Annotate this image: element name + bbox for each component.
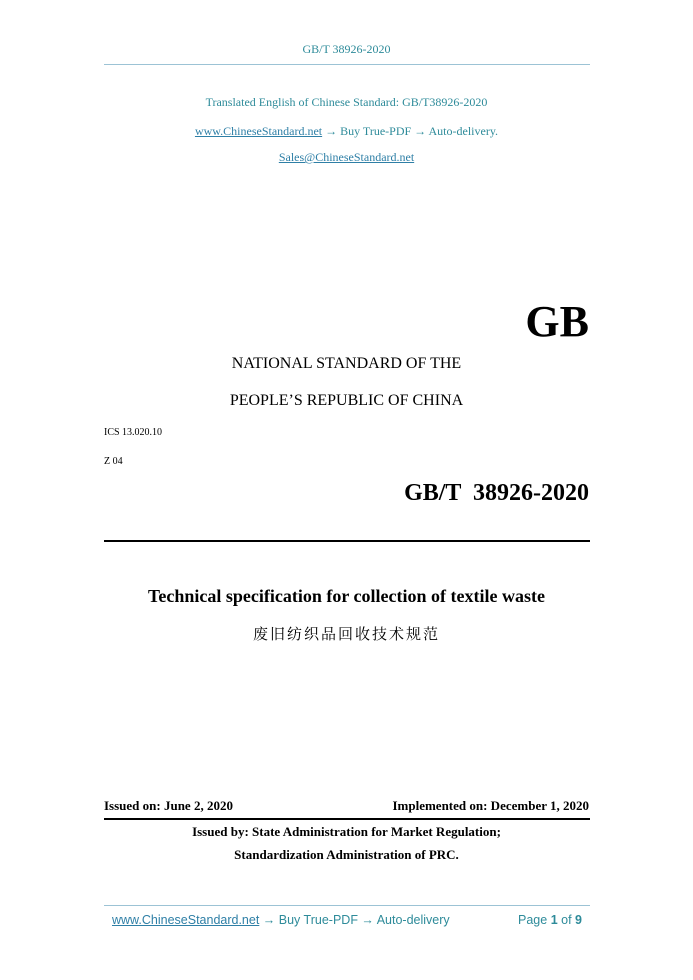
footer-divider bbox=[104, 905, 590, 906]
sales-email-link[interactable]: Sales@ChineseStandard.net bbox=[278, 150, 415, 164]
page-header-doc-id: GB/T 38926-2020 bbox=[302, 42, 391, 56]
site-link[interactable]: www.ChineseStandard.net bbox=[194, 124, 323, 138]
issued-by-line2: Standardization Administration of PRC. bbox=[234, 847, 459, 862]
standard-number: GB/T 38926-2020 bbox=[404, 480, 589, 506]
buy-text: → Buy True-PDF → Auto-delivery. bbox=[325, 124, 499, 138]
national-standard-line2: PEOPLE’S REPUBLIC OF CHINA bbox=[229, 392, 464, 409]
header-divider bbox=[104, 64, 590, 65]
page-indicator bbox=[518, 913, 582, 927]
page-current: 1 bbox=[550, 913, 558, 927]
page-of: of bbox=[561, 913, 572, 927]
page-label: Page bbox=[518, 913, 548, 927]
classification-code: Z 04 bbox=[104, 456, 123, 467]
title-divider bbox=[104, 540, 590, 542]
issue-divider bbox=[104, 818, 590, 820]
translated-line: Translated English of Chinese Standard: GB/T38926-2020 bbox=[205, 95, 488, 109]
page-total: 9 bbox=[575, 913, 582, 927]
footer-buy-text: → Buy True-PDF → Auto-delivery bbox=[262, 913, 450, 927]
sales-line bbox=[0, 150, 693, 165]
document-title-cn: 废旧纺织品回收技术规范 bbox=[252, 625, 440, 643]
national-standard-line1: NATIONAL STANDARD OF THE bbox=[231, 355, 462, 372]
footer-links bbox=[112, 913, 450, 927]
buy-line bbox=[0, 124, 693, 139]
implemented-on: Implemented on: December 1, 2020 bbox=[392, 798, 589, 813]
issued-on: Issued on: June 2, 2020 bbox=[104, 798, 233, 813]
document-title-en: Technical specification for collection of textile waste bbox=[148, 586, 545, 606]
issued-by-line1: Issued by: State Administration for Market Regulation; bbox=[192, 824, 501, 839]
footer-site-link[interactable]: www.ChineseStandard.net bbox=[112, 913, 260, 927]
gb-mark: GB bbox=[525, 297, 589, 346]
ics-code: ICS 13.020.10 bbox=[104, 427, 163, 438]
